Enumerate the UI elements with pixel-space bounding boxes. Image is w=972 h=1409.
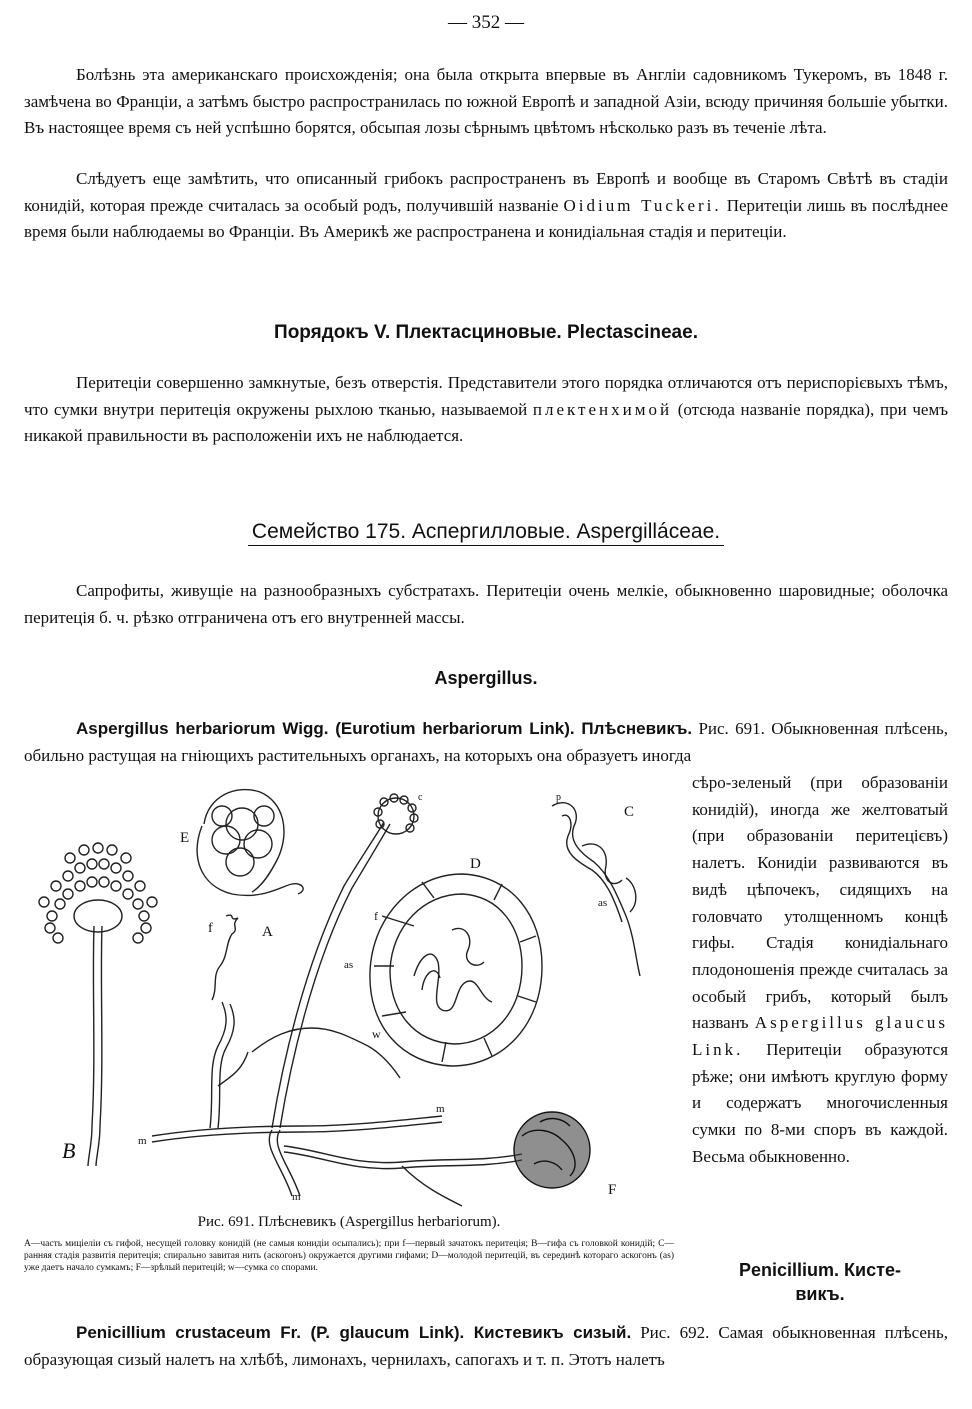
paragraph-text: (отсюда названіе порядка), при чемъ никакой правильности въ расположеніи ихъ не наблюдается.	[24, 399, 948, 445]
figure-caption: Рис. 691. Плѣсневикъ (Aspergillus herbariorum).	[197, 1214, 501, 1230]
ascus-e	[197, 790, 303, 896]
mature-perithecium-f	[514, 1112, 590, 1188]
penicillium-heading-line2: викъ.	[795, 1284, 845, 1304]
genus-heading: Aspergillus.	[434, 668, 538, 688]
label-f-small-2: f	[374, 909, 378, 923]
paragraph-penicillium-crustaceum	[24, 1320, 948, 1373]
label-w: w	[372, 1027, 381, 1041]
label-m-2: m	[436, 1103, 445, 1115]
side-column-text	[692, 770, 948, 1171]
order-heading: Порядокъ V. Плектасциновые. Plectascineae.	[274, 322, 698, 343]
paragraph-text: Перитеціи лишь въ послѣднее время были наблюдаемы во Франціи. Въ Америкѣ же распространена и конидіальная стадія и перитеціи.	[24, 195, 949, 241]
spaced-term: Oidium Tuckeri.	[563, 195, 722, 215]
species-name: Penicillium crustaceum Fr. (P. glaucum Link). Кистевикъ сизый.	[76, 1323, 632, 1342]
label-m: m	[138, 1135, 147, 1147]
paragraph-oidium	[24, 166, 948, 246]
label-c-small: c	[418, 792, 423, 803]
perithecium-d	[370, 874, 542, 1066]
spaced-term: плектенхимой	[532, 399, 673, 419]
page-number: — 352 —	[448, 12, 524, 33]
penicillium-heading	[692, 1258, 948, 1306]
paragraph-text: Перитеціи образуются рѣже; они имѣютъ круглую форму и содержатъ многочисленныя сумки по 8-ми споръ въ каждой. Весьма обыкновенно.	[692, 1040, 949, 1166]
conidial-head	[374, 794, 418, 834]
paragraph-aspergillus-herbariorum	[24, 716, 948, 769]
label-e: E	[180, 830, 190, 846]
label-b: B	[62, 1138, 76, 1163]
figure-aspergillus-illustration	[22, 766, 674, 1214]
paragraph-plectascineae	[24, 370, 948, 450]
early-perithecium-c	[552, 803, 640, 976]
paragraph-family-description: Сапрофиты, живущіе на разнообразныхъ субстратахъ. Перитеціи очень мелкіе, обыкновенно шаровидные; оболочка перитеція б. ч. рѣзко отграничена отъ его внутренней массы.	[24, 581, 948, 627]
spaced-term: Aspergillus glaucus Link.	[692, 1013, 948, 1060]
figure-legend: A—часть миціеліи съ гифой, несущей головку конидій (не самыя конидіи осыпались); при f—первый зачатокъ перитеція; B—гифа съ головкой конидій; C—ранняя стадія развитія перитеція; спирально завитая нить (аскогонъ) окружается другими гифами; D—молодой перитецій, въ серединѣ котораго аскогонъ (as) уже даетъ начало сумкамъ; F—зрѣлый перитецій; w—сумка со спорами.	[24, 1239, 674, 1274]
conidiophore-b	[39, 843, 157, 1166]
family-heading-text: Семейство 175. Аспергилловые. Aspergilláceae.	[248, 520, 724, 546]
paragraph-text: Рис. 692. Самая обыкновенная плѣсень, образующая сизый налетъ на хлѣбѣ, лимонахъ, чернилахъ, сапогахъ и т. п. Этотъ налетъ	[24, 1323, 948, 1369]
ascogonium-f	[212, 915, 238, 1000]
label-as: as	[344, 959, 354, 971]
penicillium-heading-line1: Penicillium. Кисте-	[739, 1260, 901, 1280]
label-d: D	[470, 856, 481, 872]
label-c: C	[624, 804, 635, 820]
paragraph-text: Слѣдуетъ еще замѣтить, что описанный грибокъ распространенъ въ Европѣ и вообще въ Старомъ Свѣтѣ въ стадіи конидій, которая прежде считалась за особый родъ, получившій названіе	[24, 169, 948, 215]
species-name: Aspergillus herbariorum Wigg. (Eurotium herbariorum Link). Плѣсневикъ.	[76, 719, 693, 738]
label-p-small: p	[556, 792, 561, 803]
family-heading	[0, 520, 972, 544]
paragraph-powdery-mildew: Болѣзнь эта американскаго происхожденія; она была открыта впервые въ Англіи садовникомъ Тукеромъ, въ 1848 г. замѣчена во Франціи, а затѣмъ быстро распространилась по южной Европѣ и западной Азіи, всюду причиняя большіе убытки. Въ настоящее время съ ней успѣшно борятся, обсыпая лозы сѣрнымъ цвѣтомъ нѣсколько разъ въ теченіе лѣта.	[24, 65, 948, 137]
label-f-small: f	[208, 921, 213, 936]
paragraph-text: Рис. 691. Обыкновенная плѣсень, обильно растущая на гніющихъ растительныхъ органахъ, на которыхъ она образуетъ иногда	[24, 719, 949, 765]
label-as-2: as	[598, 897, 608, 909]
label-a: A	[262, 924, 273, 940]
paragraph-text: сѣро-зеленый (при образованіи конидій), иногда же желтоватый (при образованіи перитецієвъ) налетъ. Конидіи развиваются въ видѣ цѣпочекъ, сидящихъ на головчато утолщенномъ концѣ гифы. Стадія конидіальнаго плодоношенія прежде считалась за особый грибъ, который былъ названъ	[692, 773, 948, 1033]
label-f: F	[608, 1182, 617, 1198]
label-m-3: m	[292, 1191, 301, 1203]
paragraph-text: Перитеціи совершенно замкнутые, безъ отверстія. Представители этого порядка отличаются отъ периспорієвыхъ тѣмъ, что сумки внутри перитеція окружены рыхлою тканью, называемой	[24, 373, 948, 419]
